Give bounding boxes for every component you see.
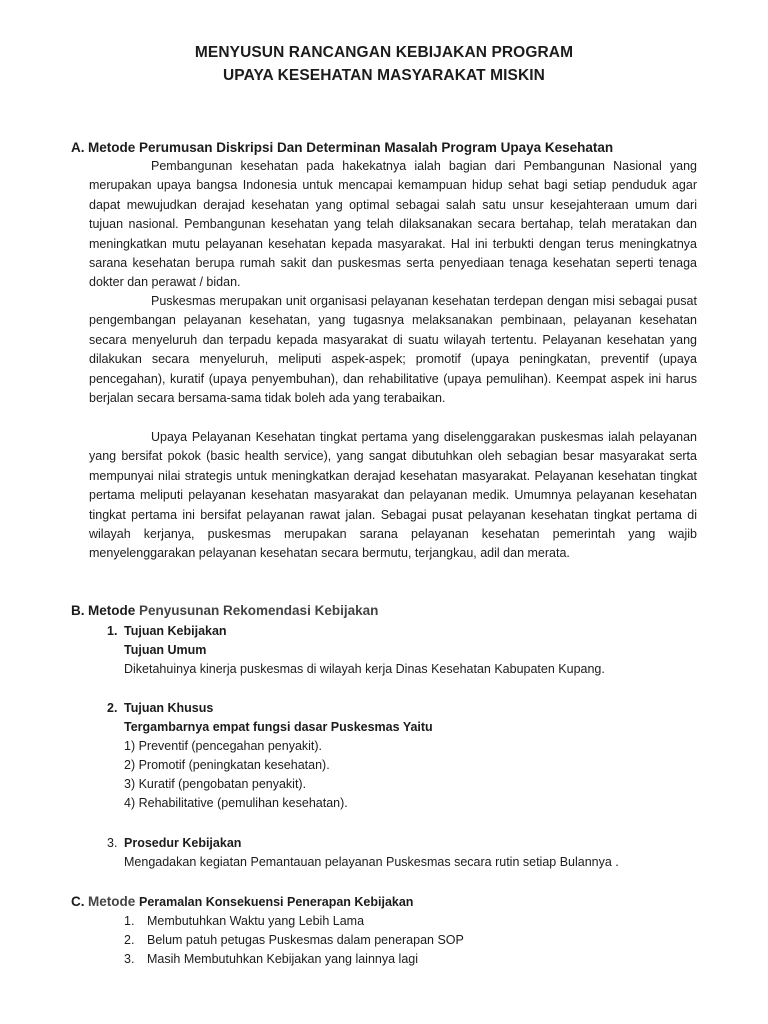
section-b-heading-rest: Penyusunan Rekomendasi Kebijakan [139, 603, 379, 618]
section-b-item-3-number: 3. [107, 836, 118, 850]
section-b-heading-bold: Metode [88, 603, 136, 618]
section-b-item-1-text: Diketahuinya kinerja puskesmas di wilayah kerja Dinas Kesehatan Kabupaten Kupang. [124, 662, 605, 676]
section-c-heading [71, 894, 413, 909]
section-a-heading [71, 140, 613, 155]
list-item: 1) Preventif (pencegahan penyakit). [124, 739, 323, 753]
document-title-line-1: MENYUSUN RANCANGAN KEBIJAKAN PROGRAM [194, 44, 574, 61]
section-c-item-1-text: Membutuhkan Waktu yang Lebih Lama [147, 914, 365, 928]
section-c-item-2-number: 2. [124, 933, 135, 947]
section-b-item-2-subtitle: Tergambarnya empat fungsi dasar Puskesmas Yaitu [124, 720, 433, 734]
section-b-item-1-title: Tujuan Kebijakan [124, 624, 227, 638]
list-item: 2) Promotif (peningkatan kesehatan). [124, 758, 330, 772]
section-a-paragraph-3: Upaya Pelayanan Kesehatan tingkat pertama yang diselenggarakan puskesmas ialah pelayanan yang bersifat pokok (basic health service), yang sangat dibutuhkan oleh sebagian besar masyarakat serta mempunyai nilai strategis untuk meningkatkan derajad kesehatan masyarakat. Pelayanan kesehatan tingkat pertama meliputi pelayanan kesehatan masyarakat dan pelayanan medik. Umumnya pelayanan kesehatan tingkat pertama ini bersifat pelayanan rawat jalan. Sebagai pusat pelayanan kesehatan tingkat pertama di wilayah kerjanya, puskesmas merupakan sarana pelayanan kesehatan pemerintah yang wajib menyelenggarakan pelayanan kesehatan secara bermutu, terjangkau, adil dan merata. [89, 430, 697, 561]
section-b-heading [71, 603, 378, 618]
section-a-paragraph-2: Puskesmas merupakan unit organisasi pelayanan kesehatan terdepan dengan misi sebagai pusat pengembangan pelayanan kesehatan, yang tugasnya melaksanakan pembinaan, pelayanan kesehatan secara menyeluruh dan terpadu kepada masyarakat di suatu wilayah tertentu. Pelayanan kesehatan yang dilakukan secara menyeluruh, meliputi aspek-aspek; promotif (upaya peningkatan, preventif (upaya pencegahan), kuratif (upaya penyembuhan), dan rehabilitative (upaya pemulihan). Keempat aspek ini harus berjalan secara bersama-sama tidak boleh ada yang terabaikan. [89, 294, 697, 406]
section-a-paragraph-1: Pembangunan kesehatan pada hakekatnya ialah bagian dari Pembangunan Nasional yang merupakan upaya bangsa Indonesia untuk mencapai kemampuan hidup sehat bagi setiap penduduk agar dapat mewujudkan derajad kesehatan yang optimal sebagai salah satu unsur kesejahteraan umum dari tujuan nasional. Pembangunan kesehatan yang telah dilaksanakan secara bertahap, telah meratakan dan meningkatkan mutu pelayanan kesehatan kepada masyarakat. Hal ini terbukti dengan terus meningkatnya sarana kesehatan berupa rumah sakit dan puskesmas serta penyediaan tenaga kesehatan seperti tenaga dokter dan perawat / bidan. [89, 159, 697, 290]
section-c-item-1-number: 1. [124, 914, 135, 928]
section-b-item-2-title: Tujuan Khusus [124, 701, 214, 715]
section-b-letter: B. [71, 603, 85, 618]
section-b-item-1-number: 1. [107, 624, 118, 638]
section-b-item-3-title: Prosedur Kebijakan [124, 836, 242, 850]
section-c-item-3-number: 3. [124, 952, 135, 966]
section-a-heading-text: Metode Perumusan Diskripsi Dan Determinan Masalah Program Upaya Kesehatan [88, 140, 614, 155]
list-item: 3) Kuratif (pengobatan penyakit). [124, 777, 307, 791]
section-b-item-2-number: 2. [107, 701, 118, 715]
section-b-item-3-text: Mengadakan kegiatan Pemantauan pelayanan Puskesmas secara rutin setiap Bulannya . [124, 855, 619, 869]
section-c-heading-rest: Peramalan Konsekuensi Penerapan Kebijakan [139, 895, 414, 909]
section-c-letter: C. [71, 894, 85, 909]
section-a-letter: A. [71, 140, 85, 155]
section-b-item-1-subtitle: Tujuan Umum [124, 643, 207, 657]
document-title-line-2: UPAYA KESEHATAN MASYARAKAT MISKIN [223, 67, 545, 84]
list-item: 4) Rehabilitative (pemulihan kesehatan). [124, 796, 348, 810]
section-c-item-2-text: Belum patuh petugas Puskesmas dalam penerapan SOP [147, 933, 464, 947]
section-c-heading-light: Metode [88, 894, 136, 909]
section-c-item-3-text: Masih Membutuhkan Kebijakan yang lainnya lagi [147, 952, 418, 966]
